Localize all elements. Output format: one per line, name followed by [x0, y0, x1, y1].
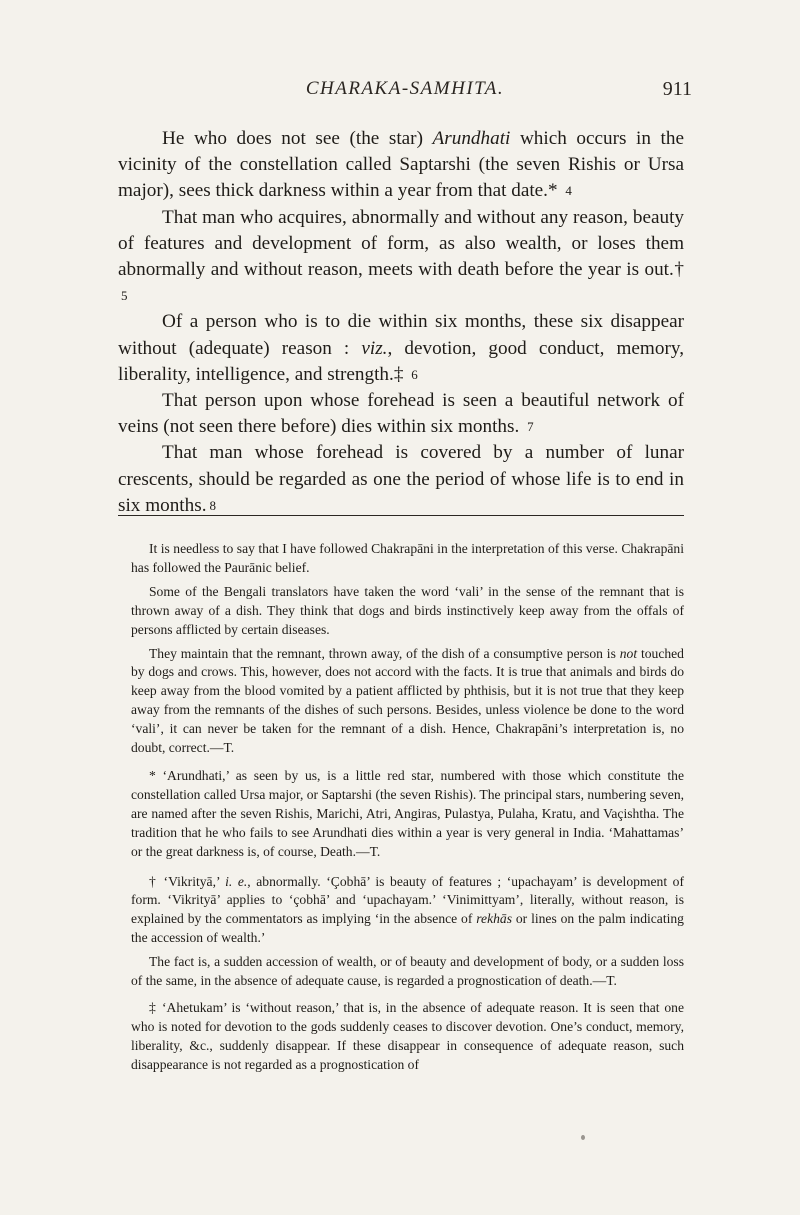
verse-paragraph — [118, 388, 684, 440]
verse-text: That man whose forehead is covered by a number of lunar crescents, should be regarded as one the period of whose life is to end in six months. — [118, 442, 684, 516]
verse-number: 7 — [527, 419, 534, 435]
page-number: 911 — [662, 78, 692, 100]
footnote-paragraph — [131, 873, 684, 949]
footnote-paragraph — [131, 540, 684, 578]
verse-paragraph — [118, 126, 684, 205]
footnote-paragraph — [131, 953, 684, 991]
footnote-text: The fact is, a sudden accession of wealth, or of beauty and development of body, or a sudden loss of the same, in the absence of adequate cause, is regarded a prognostication of death.—T. — [131, 954, 684, 989]
footnote-text: † ‘Vikrityā,’ — [149, 873, 226, 889]
footnote-text: * ‘Arundhati,’ as seen by us, is a little red star, numbered with those which constitute the constellation called Ursa major, or Saptarshi (the seven Rishis). The principal stars, numbering seven, are named after the seven Rishis, Marichi, Atri, Angiras, Pulastya, Pulaha, Kratu, and Vaçishtha. The tradition that he who fails to see Arundhati dies within a year is very general in India. ‘Mahattamas’ or the great darkness is, of course, Death.—T. — [131, 767, 685, 859]
footnote-text: Some of the Bengali translators have taken the word ‘vali’ in the sense of the remnant that is thrown away of a dish. They think that dogs and birds instinctively keep away from the offals of persons afflicted by certain diseases. — [131, 583, 684, 637]
footnote-text: touched by dogs and crows. This, however, does not accord with the facts. It is true that animals and birds do keep away from the blood vomited by a patient afflicted by phthisis, but it is not true that they keep away from the remnants of the dishes of such persons. Besides, unless violence be done to the word ‘vali’, it can never be taken for the remnant of a dish. Hence, Chakrapāni’s interpretation is, no doubt, correct.—T. — [131, 645, 684, 756]
footnote-text: or lines on the palm indicating the accession of wealth.’ — [131, 911, 684, 946]
verse-text: He who does not see (the star) — [162, 128, 433, 149]
verse-number: 5 — [121, 288, 128, 304]
verse-paragraph — [118, 309, 684, 388]
verse-text: Of a person who is to die within six months, these six disappear without (adequate) reason : — [118, 311, 684, 359]
verse-italic: Arundhati — [432, 128, 511, 149]
verse-text: , devotion, good conduct, memory, liberality, intelligence, and strength.‡ — [118, 337, 684, 385]
verse-number: 6 — [411, 366, 418, 382]
footnote-text: ‡ ‘Ahetukam’ is ‘without reason,’ that is, in the absence of adequate reason. It is seen that one who is noted for devotion to the gods suddenly ceases to discover devotion. One’s conduct, memory, liberality, &c., suddenly disappear. If these disappear in consequence of adequate reason, such disappearance is not regarded as a prognostication of — [131, 999, 684, 1072]
verse-italic: viz. — [361, 337, 388, 359]
verse-paragraph — [118, 440, 684, 519]
footnote-italic: not — [619, 645, 638, 661]
footnote-text: They maintain that the remnant, thrown away, of the dish of a consumptive person is — [149, 645, 620, 661]
footnote-italic: rekhās — [476, 911, 512, 927]
footnotes — [131, 540, 684, 1075]
running-title: CHARAKA-SAMHITA. — [305, 78, 505, 99]
verse-paragraph — [118, 205, 684, 310]
footnote-italic: i. e. — [225, 873, 248, 889]
footnote-divider — [118, 515, 684, 516]
page-header — [118, 78, 692, 108]
footnote-text: , abnormally. ‘Çobhā’ is beauty of features ; ‘upachayam’ is development of form. ‘Vikrityā’ applies to ‘çobhā’ and ‘upachayam.’ ‘Vinimittyam’, literally, without reason, is explained by the commentators as implying ‘in the absence of — [131, 873, 685, 927]
verse-text: which occurs in the vicinity of the constellation called Saptarshi (the seven Rishis or Ursa major), sees thick darkness within a year from that date.* — [118, 128, 684, 202]
footnote-paragraph — [131, 645, 684, 758]
verse-text: That person upon whose forehead is seen a beautiful network of veins (not seen there before) dies within six months. — [118, 390, 684, 438]
footnote-paragraph — [131, 767, 684, 862]
footnote-text: It is needless to say that I have followed Chakrapāni in the interpretation of this verse. Chakrapāni has followed the Paurānic belief. — [131, 541, 684, 575]
verse-number: 8 — [209, 497, 216, 513]
main-text — [118, 126, 684, 519]
footnote-paragraph — [131, 583, 684, 640]
verse-number: 4 — [565, 183, 572, 199]
verse-text: That man who acquires, abnormally and without any reason, beauty of features and development of form, as also wealth, or loses them abnormally and without reason, meets with death before the year is out.† — [118, 206, 684, 281]
footnote-paragraph — [131, 999, 684, 1075]
paper-speck — [581, 1135, 585, 1140]
